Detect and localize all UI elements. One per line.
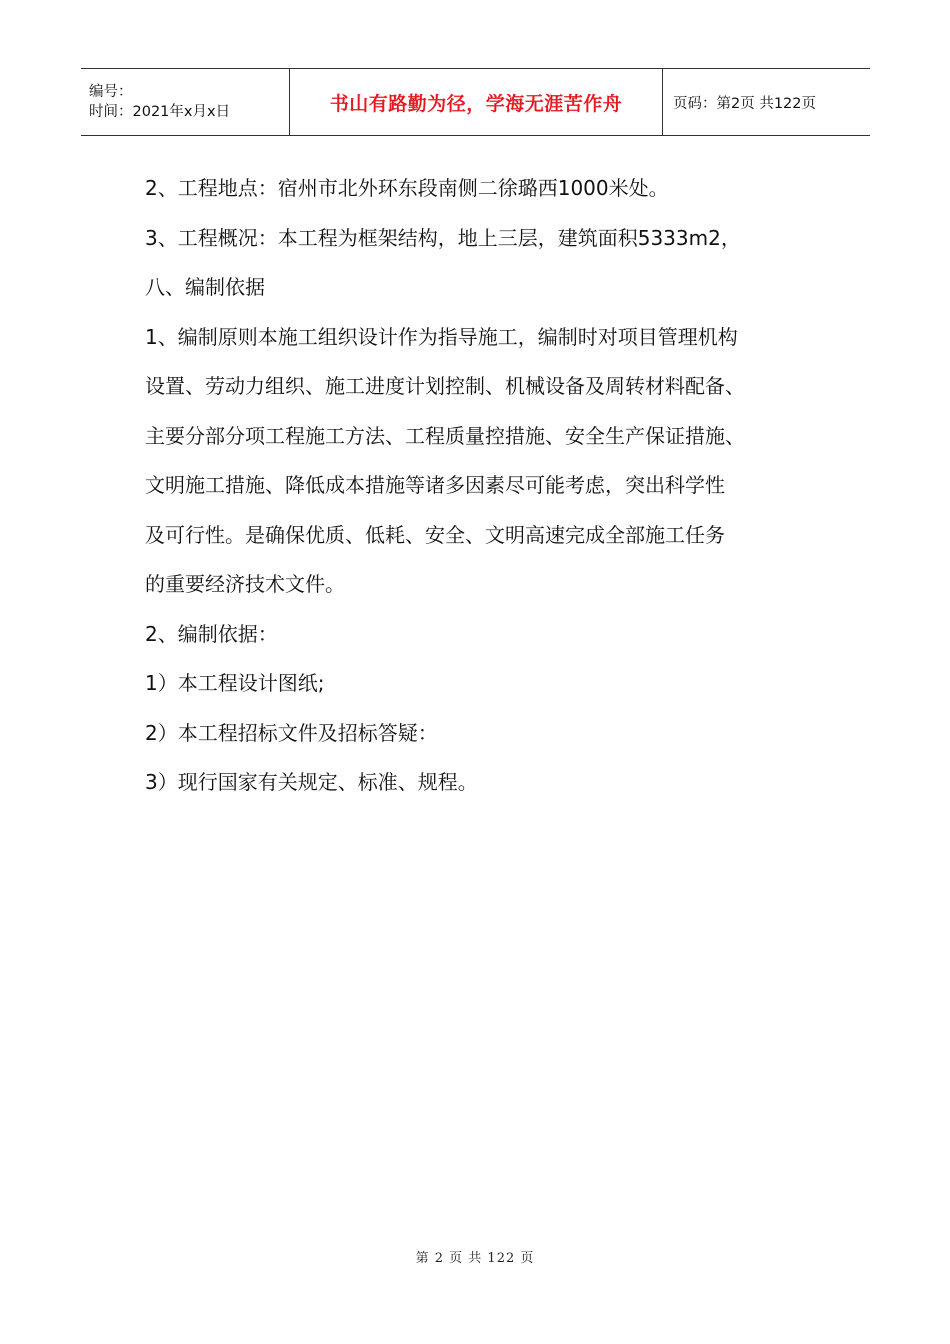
document-number-label: 编号： [89, 84, 133, 100]
body-line: 设置、劳动力组织、施工进度计划控制、机械设备及周转材料配备、 [145, 374, 745, 398]
document-time-label: 时间：2021年x月x日 [89, 104, 231, 120]
document-body [145, 164, 825, 808]
body-line: 及可行性。是确保优质、低耗、安全、文明高速完成全部施工任务 [145, 522, 725, 547]
body-line-project-overview: 3、工程概况：本工程为框架结构，地上三层，建筑面积5333m2， [145, 225, 741, 250]
section-heading-basis: 八、编制依据 [145, 275, 265, 299]
page-footer: 第 2 页 共 122 页 [415, 1251, 535, 1266]
body-line: 的重要经济技术文件。 [145, 572, 345, 596]
body-line-project-location: 2、工程地点：宿州市北外环东段南侧二徐璐西1000米处。 [145, 176, 669, 200]
list-item: 2）本工程招标文件及招标答疑： [145, 720, 438, 745]
header-page-info: 页码：第2页 共122页 [663, 69, 871, 136]
document-header [81, 68, 870, 136]
header-motto: 书山有路勤为径，学海无涯苦作舟 [290, 69, 663, 136]
body-line: 文明施工措施、降低成本措施等诸多因素尽可能考虑，突出科学性 [145, 473, 725, 497]
header-meta-cell [81, 69, 290, 136]
list-item: 1）本工程设计图纸; [145, 671, 325, 695]
body-line: 主要分部分项工程施工方法、工程质量控措施、安全生产保证措施、 [145, 423, 745, 448]
subheading-basis: 2、编制依据： [145, 621, 278, 646]
body-line: 1、编制原则本施工组织设计作为指导施工，编制时对项目管理机构 [145, 324, 738, 349]
list-item: 3）现行国家有关规定、标准、规程。 [145, 770, 478, 794]
